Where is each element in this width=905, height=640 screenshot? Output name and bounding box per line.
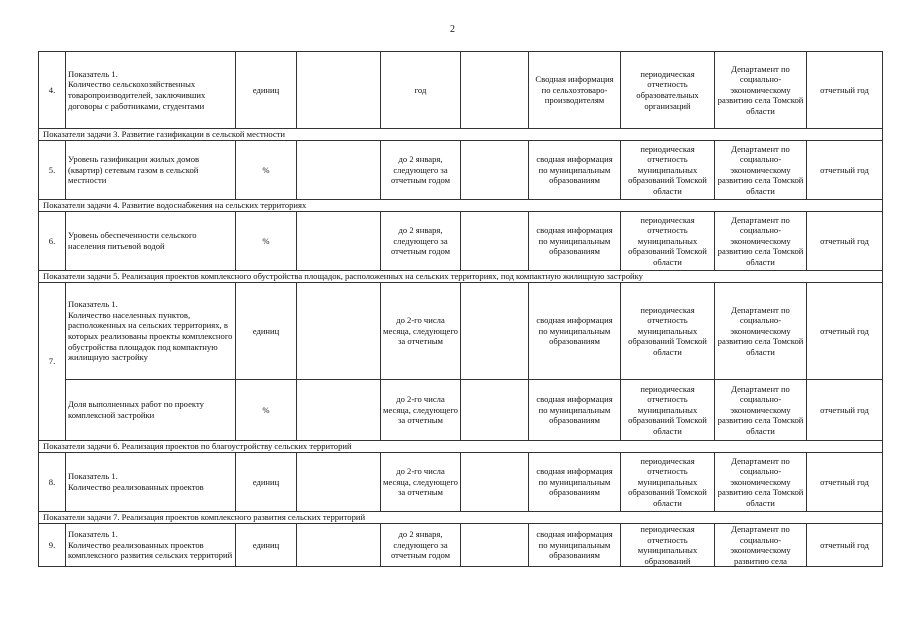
section-title: Показатели задачи 5. Реализация проектов комплексного обустройства площадок, расположенных на сельских территориях, под компактную жилищную застройку xyxy=(39,271,883,283)
empty-cell-a xyxy=(297,453,381,512)
deadline-cell: отчетный год xyxy=(807,453,883,512)
section-title: Показатели задачи 3. Развитие газификации в сельской местности xyxy=(39,129,883,141)
deadline-cell: отчетный год xyxy=(807,52,883,129)
section-header-row xyxy=(39,512,883,524)
section-title: Показатели задачи 6. Реализация проектов по благоустройству сельских территорий xyxy=(39,441,883,453)
indicators-table xyxy=(38,51,883,567)
period-cell: до 2-го числа месяца, следующего за отчетным xyxy=(381,283,461,380)
reporting-cell: периодическая отчетность муниципальных образований xyxy=(621,524,715,567)
row-number: 9. xyxy=(39,524,66,567)
source-cell: сводная информация по муниципальным образованиям xyxy=(529,141,621,200)
table-row xyxy=(39,212,883,271)
row-number: 7. xyxy=(39,283,66,441)
unit-cell: единиц xyxy=(236,52,297,129)
section-title: Показатели задачи 4. Развитие водоснабжения на сельских территориях xyxy=(39,200,883,212)
page-number: 2 xyxy=(450,24,455,35)
reporting-cell: периодическая отчетность образовательных организаций xyxy=(621,52,715,129)
empty-cell-b xyxy=(461,212,529,271)
empty-cell-a xyxy=(297,212,381,271)
deadline-cell: отчетный год xyxy=(807,212,883,271)
period-cell: до 2 января, следующего за отчетным годом xyxy=(381,141,461,200)
unit-cell: единиц xyxy=(236,283,297,380)
table-row xyxy=(39,141,883,200)
reporting-cell: периодическая отчетность муниципальных образований Томской области xyxy=(621,380,715,441)
empty-cell-b xyxy=(461,524,529,567)
row-number: 6. xyxy=(39,212,66,271)
indicator-name: Показатель 1. Количество сельскохозяйственных товаропроизводителей, заключивших договоры с работниками, студентами xyxy=(66,52,236,129)
unit-cell: % xyxy=(236,380,297,441)
reporting-cell: периодическая отчетность муниципальных образований Томской области xyxy=(621,212,715,271)
section-header-row xyxy=(39,200,883,212)
deadline-cell: отчетный год xyxy=(807,283,883,380)
deadline-cell: отчетный год xyxy=(807,524,883,567)
unit-cell: % xyxy=(236,141,297,200)
source-cell: Сводная информация по сельхозтоваро-производителям xyxy=(529,52,621,129)
indicator-name: Уровень газификации жилых домов (квартир) сетевым газом в сельской местности xyxy=(66,141,236,200)
table-row xyxy=(39,52,883,129)
indicator-name: Показатель 1. Количество реализованных проектов xyxy=(66,453,236,512)
deadline-cell: отчетный год xyxy=(807,380,883,441)
section-header-row xyxy=(39,129,883,141)
period-cell: до 2-го числа месяца, следующего за отчетным xyxy=(381,453,461,512)
period-cell: до 2 января, следующего за отчетным годом xyxy=(381,212,461,271)
section-header-row xyxy=(39,441,883,453)
empty-cell-a xyxy=(297,141,381,200)
row-number: 4. xyxy=(39,52,66,129)
unit-cell: единиц xyxy=(236,524,297,567)
source-cell: сводная информация по муниципальным образованиям xyxy=(529,283,621,380)
indicator-name: Уровень обеспеченности сельского населения питьевой водой xyxy=(66,212,236,271)
deadline-cell: отчетный год xyxy=(807,141,883,200)
table-row xyxy=(39,283,883,380)
section-title: Показатели задачи 7. Реализация проектов комплексного развития сельских территорий xyxy=(39,512,883,524)
empty-cell-b xyxy=(461,380,529,441)
responsible-cell: Департамент по социально-экономическому развитию села Томской области xyxy=(715,52,807,129)
empty-cell-a xyxy=(297,52,381,129)
empty-cell-a xyxy=(297,380,381,441)
source-cell: сводная информация по муниципальным образованиям xyxy=(529,524,621,567)
row-number: 8. xyxy=(39,453,66,512)
responsible-cell: Департамент по социально-экономическому развитию села Томской области xyxy=(715,283,807,380)
responsible-cell: Департамент по социально-экономическому развитию села Томской области xyxy=(715,453,807,512)
source-cell: сводная информация по муниципальным образованиям xyxy=(529,453,621,512)
responsible-cell: Департамент по социально-экономическому развитию села Томской области xyxy=(715,212,807,271)
source-cell: сводная информация по муниципальным образованиям xyxy=(529,212,621,271)
empty-cell-b xyxy=(461,52,529,129)
reporting-cell: периодическая отчетность муниципальных образований Томской области xyxy=(621,141,715,200)
unit-cell: % xyxy=(236,212,297,271)
source-cell: сводная информация по муниципальным образованиям xyxy=(529,380,621,441)
row-number: 5. xyxy=(39,141,66,200)
table-row xyxy=(39,380,883,441)
indicator-name: Показатель 1. Количество реализованных проектов комплексного развития сельских территорий xyxy=(66,524,236,567)
responsible-cell: Департамент по социально-экономическому развитию села xyxy=(715,524,807,567)
indicator-name: Доля выполненных работ по проекту комплексной застройки xyxy=(66,380,236,441)
indicator-name: Показатель 1. Количество населенных пунктов, расположенных на сельских территориях, в которых реализованы проекты комплексного обустройства площадок под компактную жилищную застройку xyxy=(66,283,236,380)
empty-cell-b xyxy=(461,453,529,512)
empty-cell-b xyxy=(461,283,529,380)
responsible-cell: Департамент по социально-экономическому развитию села Томской области xyxy=(715,380,807,441)
period-cell: год xyxy=(381,52,461,129)
reporting-cell: периодическая отчетность муниципальных образований Томской области xyxy=(621,283,715,380)
section-header-row xyxy=(39,271,883,283)
empty-cell-a xyxy=(297,283,381,380)
period-cell: до 2 января, следующего за отчетным годом xyxy=(381,524,461,567)
period-cell: до 2-го числа месяца, следующего за отчетным xyxy=(381,380,461,441)
reporting-cell: периодическая отчетность муниципальных образований Томской области xyxy=(621,453,715,512)
empty-cell-a xyxy=(297,524,381,567)
empty-cell-b xyxy=(461,141,529,200)
table-row xyxy=(39,524,883,567)
responsible-cell: Департамент по социально-экономическому развитию села Томской области xyxy=(715,141,807,200)
unit-cell: единиц xyxy=(236,453,297,512)
table-row xyxy=(39,453,883,512)
